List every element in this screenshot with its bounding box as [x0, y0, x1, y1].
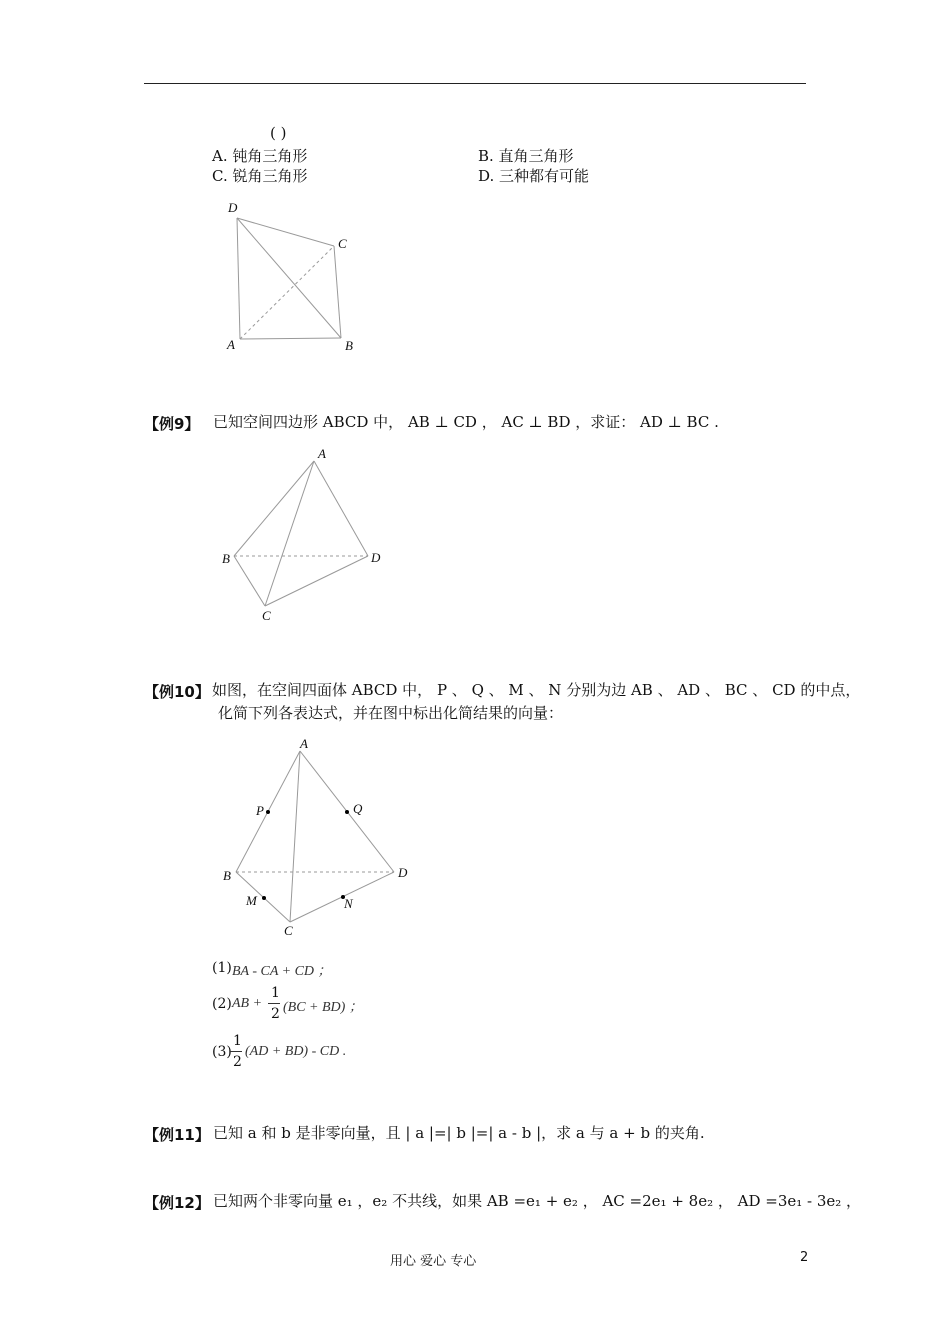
edge-ac-3: [290, 751, 300, 922]
item3-number: (3): [212, 1044, 232, 1060]
option-c: C. 锐角三角形: [212, 167, 308, 185]
edge-da: [237, 218, 240, 339]
fig2-label-a: A: [318, 446, 326, 461]
fig3-label-b: B: [223, 868, 231, 883]
ex12-label: 【例12】: [144, 1194, 210, 1212]
fig2-label-d: D: [371, 550, 381, 565]
option-d: D. 三种都有可能: [478, 167, 590, 185]
edge-ad-2: [314, 461, 368, 556]
item2-frac-num: 1: [271, 985, 280, 1001]
point-q: [345, 810, 349, 814]
fig1-label-b: B: [345, 338, 353, 353]
footer-motto: 用心 爱心 专心: [390, 1254, 477, 1269]
item3-frac-num: 1: [233, 1033, 242, 1049]
fig3-label-c: C: [284, 923, 293, 938]
point-m: [262, 896, 266, 900]
fig3-label-p: P: [256, 803, 264, 818]
fig3-label-d: D: [398, 865, 408, 880]
ex11-text: 已知 a 和 b 是非零向量，且 | a |=| b |=| a - b |，求 a 与 a + b 的夹角.: [213, 1124, 705, 1142]
ex10-line2: 化简下列各表达式，并在图中标出化简结果的向量：: [218, 704, 564, 722]
option-a: A. 钝角三角形: [212, 147, 308, 165]
item2-expression-a: AB +: [232, 996, 263, 1011]
edge-ab-2: [234, 461, 314, 556]
fig3-label-a: A: [300, 736, 308, 751]
point-p: [266, 810, 270, 814]
ex9-label: 【例9】: [144, 415, 200, 433]
item1-number: (1): [212, 960, 232, 976]
item3-frac-den: 2: [233, 1054, 242, 1070]
item2-expression-b: (BC + BD) ；: [283, 1000, 363, 1015]
page-number: 2: [800, 1250, 809, 1265]
edge-cd-2: [265, 556, 368, 606]
fig1-label-d: D: [228, 200, 238, 215]
edge-ac-2: [265, 461, 314, 606]
answer-paren: ( ): [270, 124, 287, 142]
item2-frac-bar: [268, 1003, 280, 1004]
edge-bc-2: [234, 556, 265, 606]
item3-expression: (AD + BD) - CD .: [245, 1044, 347, 1059]
fig3-label-m: M: [246, 893, 257, 908]
item1-expression: BA - CA + CD ；: [232, 964, 332, 979]
fig2-label-c: C: [262, 608, 271, 623]
fig2-label-b: B: [222, 551, 230, 566]
fig1-label-c: C: [338, 236, 347, 251]
edge-ac-hidden: [240, 246, 334, 339]
ex10-line1: 如图，在空间四面体 ABCD 中， P 、 Q 、 M 、 N 分别为边 AB 、 AD 、 BC 、 CD 的中点，: [212, 681, 861, 699]
edge-ab: [240, 338, 341, 339]
ex9-text: 已知空间四边形 ABCD 中， AB ⊥ CD ， AC ⊥ BD ，求证： AD ⊥ BC .: [213, 413, 719, 431]
fig1-label-a: A: [227, 337, 235, 352]
item2-number: (2): [212, 996, 232, 1012]
edge-db: [237, 218, 341, 338]
edge-dc: [237, 218, 334, 246]
ex12-text: 已知两个非零向量 e₁ ，e₂ 不共线，如果 AB =e₁ + e₂ ， AC =2e₁ + 8e₂ ， AD =3e₁ - 3e₂ ，: [213, 1192, 862, 1210]
fig3-label-n: N: [344, 896, 353, 911]
edge-cb: [334, 246, 341, 338]
ex11-label: 【例11】: [144, 1126, 210, 1144]
item2-frac-den: 2: [271, 1006, 280, 1022]
option-b: B. 直角三角形: [478, 147, 574, 165]
ex10-label: 【例10】: [144, 683, 210, 701]
item3-frac-bar: [230, 1051, 242, 1052]
fig3-label-q: Q: [353, 801, 363, 816]
